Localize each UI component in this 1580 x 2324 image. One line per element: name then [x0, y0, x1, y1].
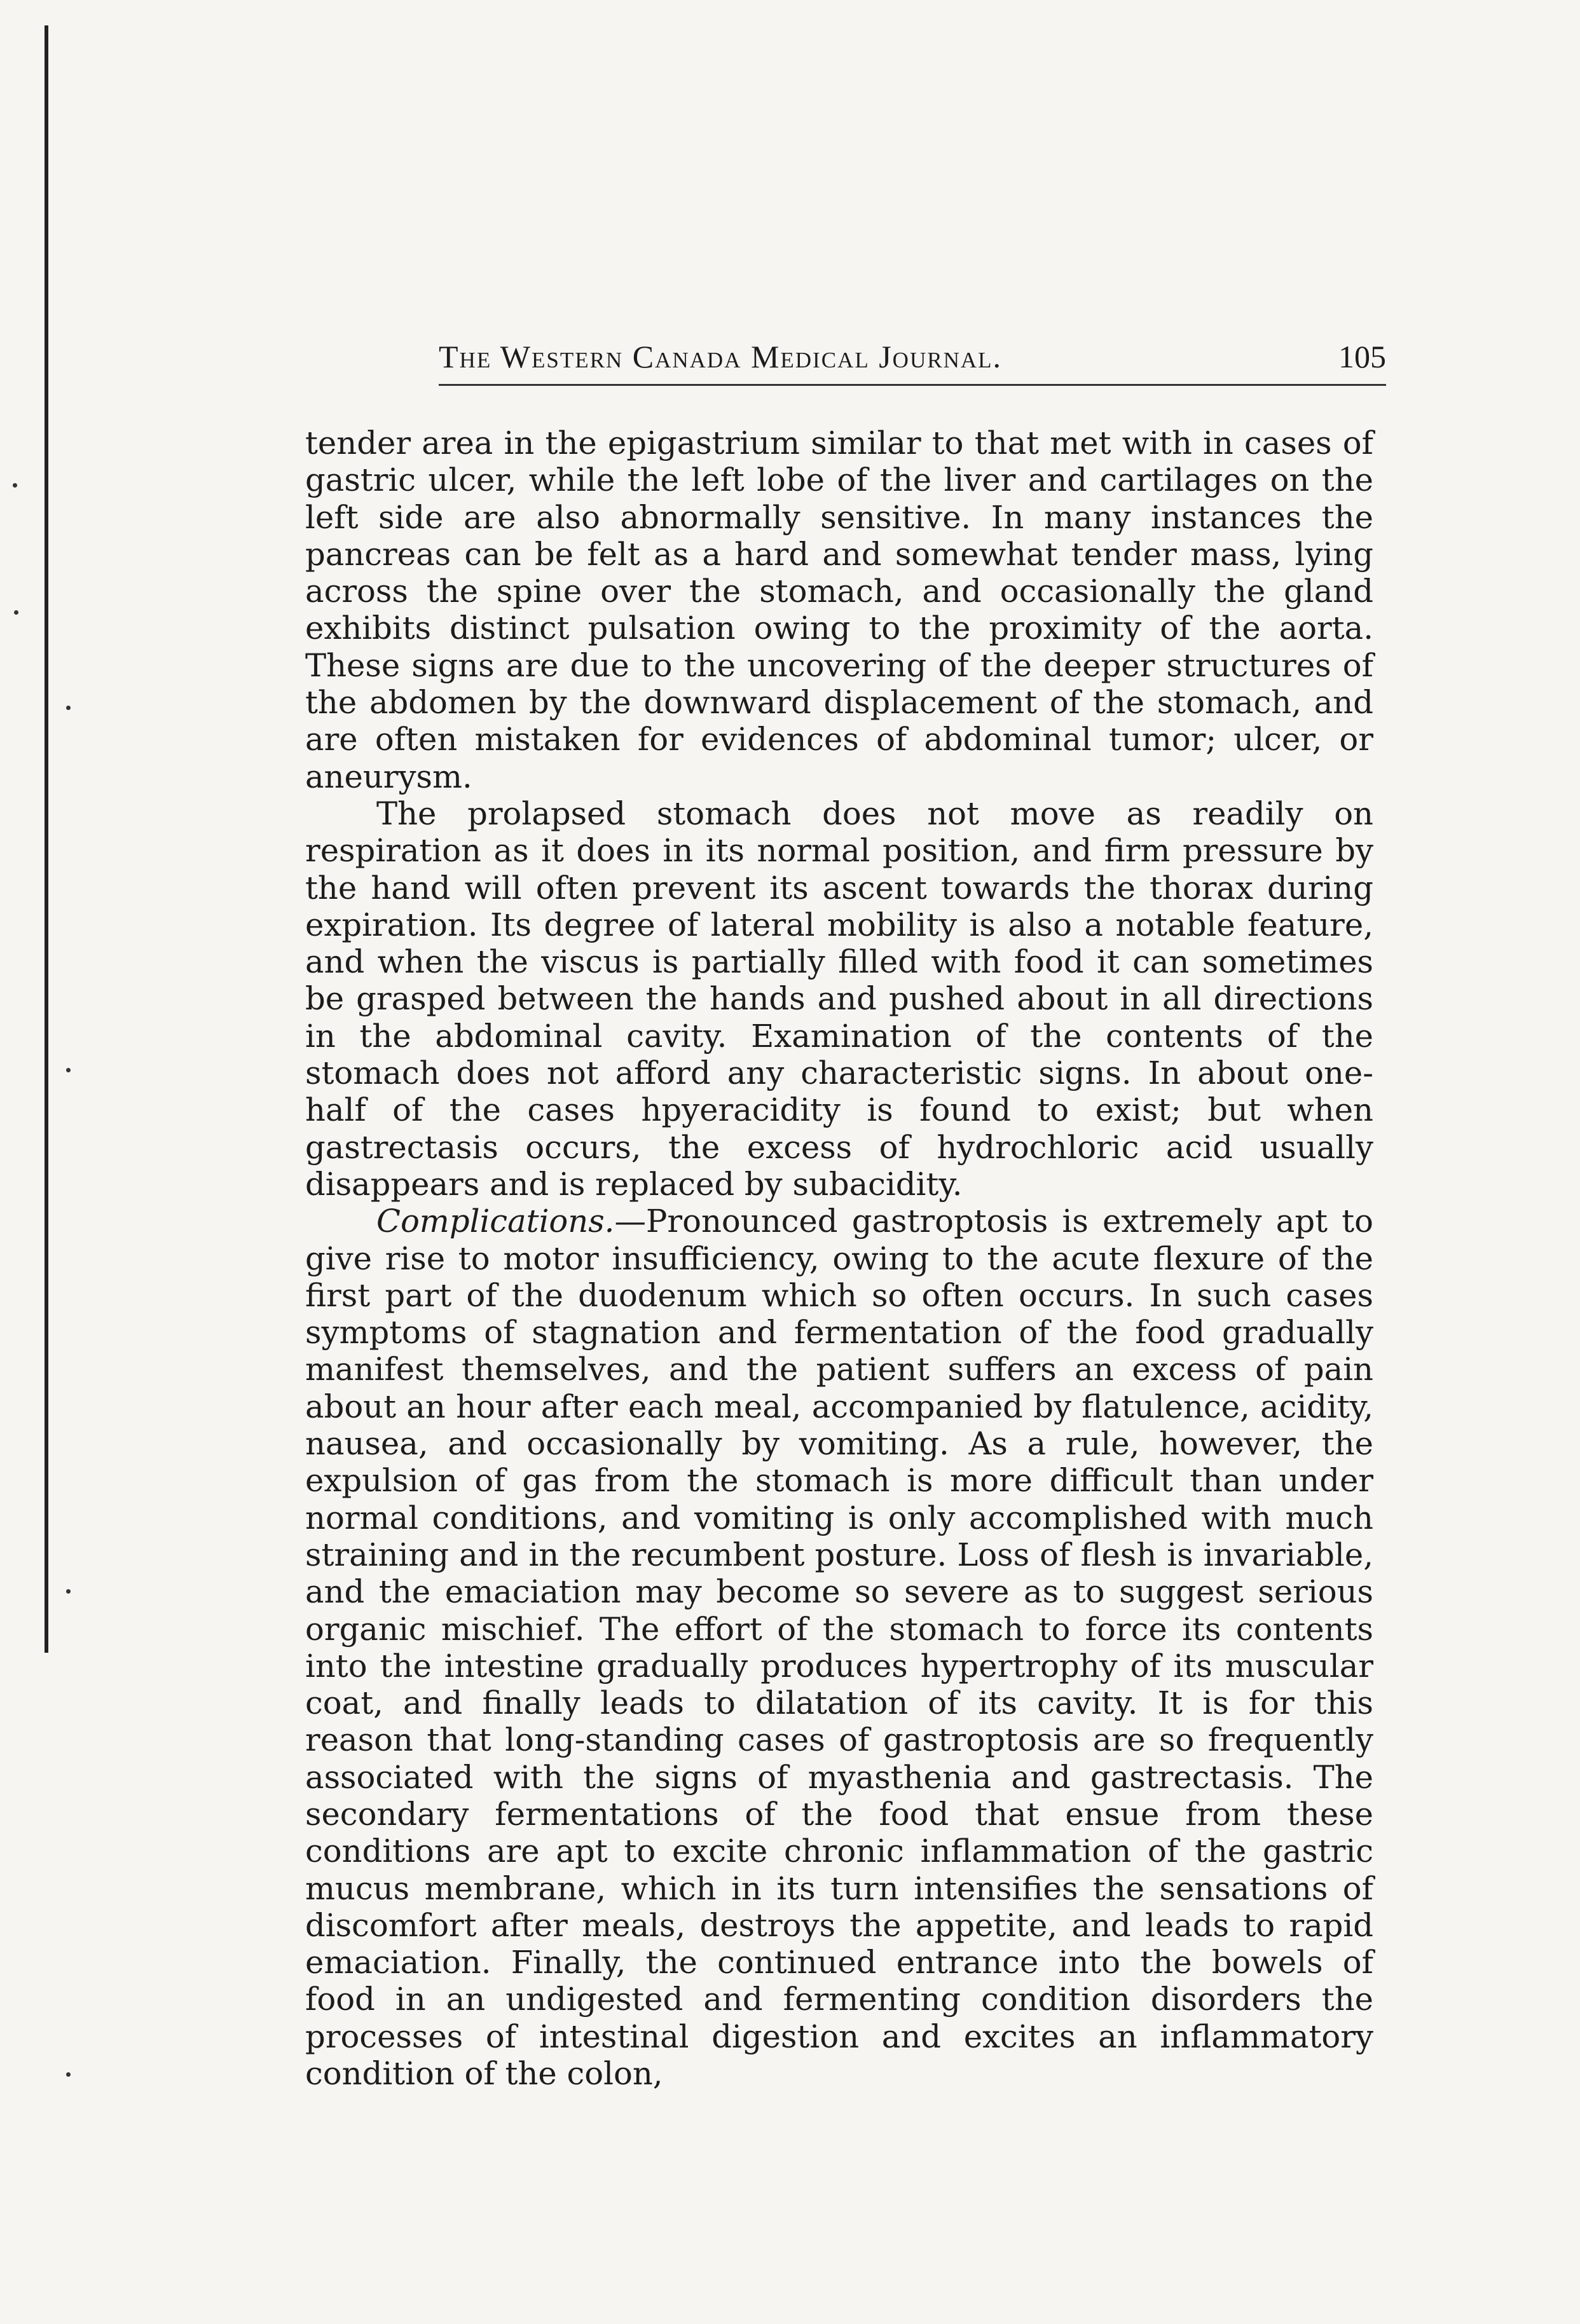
margin-speck — [14, 610, 18, 615]
margin-speck — [66, 1068, 71, 1072]
paragraph-prolapsed-stomach: The prolapsed stomach does not move as readily on respiration as it does in its normal position, and firm pressure by the hand will often prevent its ascent towards the thorax during expiration. Its degree of lateral mobility is also a notable feature, and when the viscus is partially filled with food it can sometimes be grasped between the hands and pushed about in all directions in the abdominal cavity. Examination of the contents of the stomach does not afford any characteristic signs. In about one-half of the cases hpyeracidity is found to exist; but when gastrectasis occurs, the excess of hydrochloric acid usually disappears and is replaced by subacidity. — [305, 795, 1373, 1203]
margin-speck — [13, 483, 17, 488]
article-body — [305, 425, 1373, 2092]
paragraph-continued: tender area in the epigastrium similar to that met with in cases of gastric ulcer, while the left lobe of the liver and cartilages on the left side are also abnormally sensitive. In many instances the pancreas can be felt as a hard and somewhat tender mass, lying across the spine over the stomach, and occasionally the gland exhibits distinct pulsation owing to the proximity of the aorta. These signs are due to the uncovering of the deeper structures of the abdomen by the downward displacement of the stomach, and are often mistaken for evidences of abdominal tumor; ulcer, or aneurysm. — [305, 425, 1373, 795]
margin-speck — [66, 706, 71, 710]
paragraph-complications — [305, 1203, 1373, 2092]
margin-speck — [66, 2072, 71, 2077]
margin-speck — [66, 1589, 71, 1594]
page-binding-edge — [45, 25, 48, 1653]
page-number: 105 — [1338, 339, 1386, 374]
running-title: The Western Canada Medical Journal. — [439, 339, 1002, 374]
complications-heading: Complications. — [376, 1203, 615, 1240]
page-header — [439, 331, 1386, 388]
header-rule — [439, 384, 1386, 386]
complications-text: —Pronounced gastroptosis is extremely apt to give rise to motor insufficiency, owing to the acute flexure of the first part of the duodenum which so often occurs. In such cases symptoms of stagnation and fermentation of the food gradually manifest themselves, and the patient suffers an excess of pain about an hour after each meal, accompanied by flatulence, acidity, nausea, and occasionally by vomiting. As a rule, however, the expulsion of gas from the stomach is more difficult than under normal conditions, and vomiting is only accomplished with much straining and in the recumbent posture. Loss of flesh is invariable, and the emaciation may become so severe as to suggest serious organic mischief. The effort of the stomach to force its contents into the intestine gradually produces hypertrophy of its muscular coat, and finally leads to dilatation of its cavity. It is for this reason that long-standing cases of gastroptosis are so frequently associated with the signs of myasthenia and gastrectasis. The secondary fermentations of the food that ensue from these conditions are apt to excite chronic inflammation of the gastric mucus membrane, which in its turn intensifies the sensations of discomfort after meals, destroys the appetite, and leads to rapid emaciation. Finally, the continued entrance into the bowels of food in an undigested and fermenting condition disorders the processes of intestinal digestion and excites an inflammatory condition of the colon, — [305, 1203, 1373, 2093]
